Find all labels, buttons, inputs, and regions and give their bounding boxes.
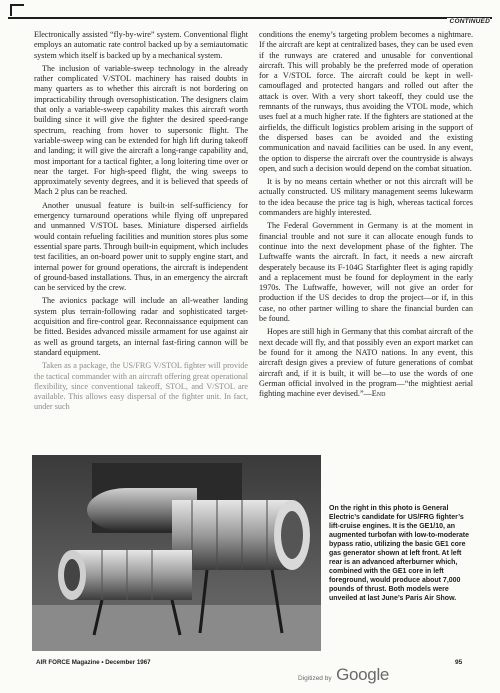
left-column <box>34 30 248 416</box>
right-paragraph-1: conditions the enemy’s targeting problem becomes a nightmare. If the aircraft are kept at centralized bases, they can be used even if the runways are cratered and unusable for conventional aircraft. This will probably be the preferred mode of operation for a V/STOL force. The aircraft could be kept in well-camouflaged and protected hangars and rolled out after the attack is over. With a very short takeoff, they could use the remnants of the runways, thus avoiding the VTOL mode, which uses fuel at a much higher rate. If the fighters are stationed at the airfields, the difficult logistics problem arising in the support of the dispersed bases can be avoided and the existing communication and navaid facilities can be used. In any event, the option to disperse the aircraft over the countryside is always open, and such a decision would depend on the combat situation. <box>259 30 473 173</box>
continued-label: CONTINUED <box>447 18 490 25</box>
left-paragraph-1: Electronically assisted “fly-by-wire” system. Conventional flight employs an automatic rate control backed up by a semiautomatic system which itself is backed up by a mechanical system. <box>34 30 248 60</box>
left-paragraph-4: The avionics package will include an all-weather landing system plus terrain-following radar and sophisticated target-acquisition and fire-control gear. Reconnaissance equipment can be fitted. Besides advanced missile armament for use against air as well as ground targets, an internal fast-firing cannon will be standard equipment. <box>34 296 248 357</box>
right-paragraph-3: The Federal Government in Germany is at the moment in financial trouble and not sure it can allocate enough funds to continue into the next development phase of the fighter. The Luftwaffe wants the aircraft. In fact, it needs a new aircraft desperately because its F-104G Starfighter fleet is aging rapidly and a replacement must be found for deployment in the early 1970s. The Luftwaffe, however, will not give an order for production if the US decides to drop the project—or if, in this case, no other partner willing to share the financial burden can be found. <box>259 221 473 324</box>
left-paragraph-5: Taken as a package, the US/FRG V/STOL fighter will provide the tactical commander with an aircraft offering great operational flexibility, since conventional takeoff, STOL, and V/STOL are available. This allows easy dispersal of the fighter unit. In fact, under such <box>34 361 248 412</box>
right-paragraph-4-text: Hopes are still high in Germany that this combat aircraft of the next decade will fly, and that possibly even an export market can be found for it among the NATO nations. In any event, this aircraft design gives a preview of future generations of combat aircraft and, if it is built, it will be—to use the words of one German official involved in the program—“the mightiest aerial fighting machine ever devised.”— <box>259 327 473 399</box>
digitized-prefix: Digitized by <box>298 675 332 682</box>
google-logo: Google <box>336 665 390 684</box>
left-paragraph-2: The inclusion of variable-sweep technology in the already rather complicated V/STOL machinery has raised doubts in many quarters as to whether this aircraft is not bordering on impracticability through oversophistication. The designers claim that only a variable-sweep capability makes this aircraft worth building since it will give the fighter the desired speed-range spectrum, reaching from hover to supersonic flight. The variable-sweep wing can be extended for high lift during takeoff and landing; it will give the aircraft a long-range capability and, most important for a tactical fighter, a long loitering time over or near the target. For high-speed flight, the wing sweeps to approximately seventy degrees, and it is believed that speeds of Mach 2 plus can be reached. <box>34 63 248 197</box>
page-number: 95 <box>455 659 463 666</box>
end-mark: End <box>371 389 386 399</box>
footer-publication: AIR FORCE Magazine • December 1967 <box>36 659 151 666</box>
digitized-watermark <box>298 665 389 685</box>
right-paragraph-4 <box>259 327 473 399</box>
corner-mark <box>10 4 24 16</box>
photo-caption: On the right in this photo is General Electric’s candidate for US/FRG fighter’s lift-cruise engines. It is the GE1/10, an augmented turbofan with low-to-moderate bypass ratio, utilizing the basic GE1 core gas generator shown at left front. At left rear is an advanced afterburner which, combined with the GE1 core in left foreground, would produce about 7,000 pounds of thrust. Both models were unveiled at last June’s Paris Air Show. <box>329 505 469 602</box>
engine-photo <box>32 455 321 651</box>
left-paragraph-3: Another unusual feature is built-in self-sufficiency for emergency turnaround operations while flying off unprepared and unmanned V/STOL bases. Miniature dispersed airfields would contain refueling facilities and munition stores plus some essential spare parts. Through built-in equipment, which includes test facilities, an on-board power unit to supply engine start, and internal power for ground operations, the aircraft is independent of ground-based installations. Thus, in an emergency the aircraft can be serviced by the crew. <box>34 200 248 293</box>
right-column <box>259 30 473 402</box>
header-rule <box>8 17 492 19</box>
right-paragraph-2: It is by no means certain whether or not this aircraft will be actually constructed. US military management seems lukewarm to the idea because the price tag is high, whereas tactical forces commanders are highly interested. <box>259 177 473 218</box>
